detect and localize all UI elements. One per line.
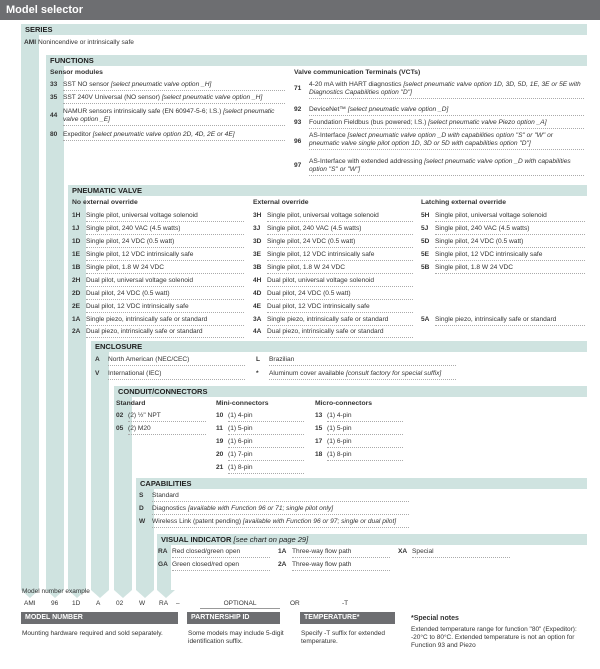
- option-desc: Dual pilot, 24 VDC (0.5 watt): [267, 290, 413, 300]
- option-row: [72, 316, 244, 326]
- option-code: 1E: [72, 251, 81, 258]
- conduit-band: CONDUIT/CONNECTORS: [114, 386, 587, 397]
- option-row: [421, 212, 585, 222]
- model-number-text: Mounting hardware required and sold separately.: [22, 630, 163, 637]
- visual-row: 1A Three-way flow path: [278, 548, 390, 558]
- micro-heading: Micro-connectors: [315, 400, 373, 407]
- option-code: 3E: [253, 251, 262, 258]
- option-desc: Single pilot, universal voltage solenoid: [435, 212, 585, 222]
- option-row: [315, 438, 403, 448]
- option-desc: Single pilot, 1.8 W 24 VDC: [267, 264, 413, 274]
- example-part: –: [176, 600, 180, 607]
- visual-row: 2A Three-way flow path: [278, 561, 390, 571]
- option-desc: (2) M20: [128, 425, 206, 435]
- option-row: [253, 277, 413, 287]
- vct-row: 92 DeviceNet™ [select pneumatic valve option _D]: [294, 106, 584, 116]
- example-part: A: [96, 600, 101, 607]
- vct-row: 93 Foundation Fieldbus (bus powered; I.S.) [select pneumatic valve Piezo option _A]: [294, 119, 584, 129]
- sensor-row: 44 NAMUR sensors intrinsically safe (EN 60947-5-6; I.S.) [select pneumatic valve option _E]: [50, 108, 285, 126]
- option-code: 4H: [253, 277, 262, 284]
- option-code: 11: [216, 425, 223, 432]
- option-desc: Dual pilot, 24 VDC (0.5 watt): [86, 290, 244, 300]
- option-row: [216, 438, 304, 448]
- option-row: [315, 425, 403, 435]
- option-row: [253, 303, 413, 313]
- option-code: 21: [216, 464, 224, 471]
- functions-band: FUNCTIONS: [46, 55, 587, 66]
- option-desc: Dual piezo, intrinsically safe or standard: [86, 328, 244, 338]
- option-code: 3A: [253, 316, 262, 323]
- option-code: 1D: [72, 238, 81, 245]
- enclosure-band: ENCLOSURE: [91, 341, 587, 352]
- special-notes-title: *Special notes: [411, 615, 459, 622]
- partnership-text: Some models may include 5-digit identification suffix.: [188, 630, 284, 645]
- option-code: 2E: [72, 303, 81, 310]
- model-number-header: MODEL NUMBER: [21, 612, 178, 624]
- enclosure-row: L Brazilian: [256, 356, 456, 366]
- option-row: [72, 303, 244, 313]
- option-desc: (1) 4-pin: [228, 412, 304, 422]
- option-row: [253, 212, 413, 222]
- example-part: OPTIONAL: [200, 600, 280, 609]
- option-row: [72, 212, 244, 222]
- option-row: [72, 264, 244, 274]
- option-row: [253, 328, 413, 338]
- enclosure-row: V International (IEC): [95, 370, 245, 380]
- option-code: 20: [216, 451, 224, 458]
- latching-override-heading: Latching external override: [421, 199, 506, 206]
- option-row: [315, 412, 403, 422]
- temperature-text: Specify -T suffix for extended temperature.: [301, 630, 385, 645]
- pneumatic-band: PNEUMATIC VALVE: [68, 185, 587, 196]
- option-desc: (1) 5-pin: [228, 425, 304, 435]
- option-code: 5H: [421, 212, 430, 219]
- option-code: 2A: [72, 328, 81, 335]
- example-part: 02: [116, 600, 124, 607]
- example-part: OR: [290, 600, 300, 607]
- external-override-heading: External override: [253, 199, 309, 206]
- option-code: 5J: [421, 225, 429, 232]
- option-row: [72, 328, 244, 338]
- enclosure-row: A North American (NEC/CEC): [95, 356, 245, 366]
- option-code: 1J: [72, 225, 80, 232]
- option-desc: (2) ½" NPT: [128, 412, 206, 422]
- option-row: [253, 316, 413, 326]
- option-code: 5E: [421, 251, 430, 258]
- example-label: Model number example: [22, 588, 90, 595]
- option-row: [421, 316, 585, 326]
- option-code: 3J: [253, 225, 261, 232]
- option-code: 2D: [72, 290, 81, 297]
- example-part: -T: [342, 600, 349, 607]
- visual-row: GA Green closed/red open: [158, 561, 270, 571]
- option-code: 19: [216, 438, 224, 445]
- option-desc: (1) 5-pin: [327, 425, 403, 435]
- option-row: [253, 251, 413, 261]
- option-code: 4A: [253, 328, 262, 335]
- capabilities-band: CAPABILITIES: [136, 478, 587, 489]
- option-desc: Single pilot, 12 VDC intrinsically safe: [267, 251, 413, 261]
- option-code: 4D: [253, 290, 262, 297]
- option-code: 3D: [253, 238, 262, 245]
- option-desc: Single pilot, 24 VDC (0.5 watt): [435, 238, 585, 248]
- option-desc: (1) 6-pin: [228, 438, 304, 448]
- option-code: 5B: [421, 264, 430, 271]
- option-desc: (1) 6-pin: [327, 438, 403, 448]
- option-row: [72, 251, 244, 261]
- option-row: [421, 251, 585, 261]
- option-row: [421, 264, 585, 274]
- option-desc: Single pilot, 24 VDC (0.5 watt): [267, 238, 413, 248]
- option-row: [216, 412, 304, 422]
- option-code: 3H: [253, 212, 262, 219]
- vct-heading: Valve communication Terminals (VCTs): [294, 69, 421, 76]
- option-code: 1H: [72, 212, 81, 219]
- partnership-header: PARTNERSHIP ID: [187, 612, 280, 624]
- series-row: AMI Nonincendive or intrinsically safe: [24, 39, 134, 46]
- option-desc: Single pilot, universal voltage solenoid: [86, 212, 244, 222]
- option-desc: Single pilot, 24 VDC (0.5 watt): [86, 238, 244, 248]
- option-code: 05: [116, 425, 124, 432]
- option-code: 10: [216, 412, 224, 419]
- example-part: AMI: [24, 600, 36, 607]
- option-desc: Single piezo, intrinsically safe or standard: [267, 316, 413, 326]
- option-desc: Single pilot, 240 VAC (4.5 watts): [435, 225, 585, 235]
- option-desc: Single pilot, 12 VDC intrinsically safe: [86, 251, 244, 261]
- option-row: [116, 425, 206, 435]
- temperature-header: TEMPERATURE*: [300, 612, 395, 624]
- option-row: [216, 464, 304, 474]
- option-desc: Dual pilot, 12 VDC intrinsically safe: [86, 303, 244, 313]
- option-desc: Dual piezo, intrinsically safe or standard: [267, 328, 413, 338]
- vct-row: 96 AS-Interface [select pneumatic valve option _D with capabilities option "S" or "W" or pneumatic valve single pilot option 1D, 3D or 5D with capabilities option "D"]: [294, 132, 584, 150]
- option-desc: (1) 4-pin: [327, 412, 403, 422]
- visual-row: XA Special: [398, 548, 510, 558]
- series-column: [21, 30, 39, 590]
- capability-row: D Diagnostics [available with Function 96 or 71; single pilot only]: [139, 505, 409, 515]
- option-row: [72, 277, 244, 287]
- option-row: [72, 290, 244, 300]
- standard-heading: Standard: [116, 400, 146, 407]
- option-code: 4E: [253, 303, 262, 310]
- option-desc: Single pilot, 240 VAC (4.5 watts): [267, 225, 413, 235]
- option-row: [253, 238, 413, 248]
- sensor-heading: Sensor modules: [50, 69, 103, 76]
- option-desc: Single pilot, 240 VAC (4.5 watts): [86, 225, 244, 235]
- mini-heading: Mini-connectors: [216, 400, 269, 407]
- option-row: [253, 290, 413, 300]
- option-row: [421, 225, 585, 235]
- example-part: 96: [51, 600, 59, 607]
- option-code: 5D: [421, 238, 430, 245]
- option-row: [421, 238, 585, 248]
- visual-row: RA Red closed/green open: [158, 548, 270, 558]
- no-override-heading: No external override: [72, 199, 138, 206]
- option-row: [116, 412, 206, 422]
- option-code: 18: [315, 451, 323, 458]
- option-code: 3B: [253, 264, 262, 271]
- option-desc: Single pilot, universal voltage solenoid: [267, 212, 413, 222]
- vct-row: 97 AS-Interface with extended addressing [select pneumatic valve option _D with capabilities option "S" or "W"]: [294, 158, 584, 176]
- enclosure-row: * Aluminum cover available [consult factory for special suffix]: [256, 370, 456, 380]
- capability-row: W Wireless Link (patent pending) [available with Function 96 or 97; single or dual pilot]: [139, 518, 409, 528]
- option-desc: Single piezo, intrinsically safe or standard: [86, 316, 244, 326]
- option-desc: Single piezo, intrinsically safe or standard: [435, 316, 585, 326]
- special-notes-text: Extended temperature range for function "80" (Expeditor): -20°C to 80°C. Extended temperature is not an option for Function 93 and Piezo: [411, 626, 577, 649]
- series-band: SERIES: [21, 24, 587, 35]
- option-code: 5A: [421, 316, 430, 323]
- option-code: 1A: [72, 316, 81, 323]
- option-desc: (1) 8-pin: [327, 451, 403, 461]
- option-desc: Dual pilot, universal voltage solenoid: [86, 277, 244, 287]
- visual-band: VISUAL INDICATOR [see chart on page 29]: [157, 534, 587, 545]
- vct-row: 71 4-20 mA with HART diagnostics [select pneumatic valve option 1D, 3D, 5D, 1E, 3E or 5E with Diagnostics Capabilities option "D"]: [294, 81, 584, 99]
- option-row: [72, 238, 244, 248]
- example-part: W: [139, 600, 146, 607]
- capability-row: S Standard: [139, 492, 409, 502]
- option-desc: (1) 7-pin: [228, 451, 304, 461]
- option-desc: Single pilot, 1.8 W 24 VDC: [86, 264, 244, 274]
- option-code: 15: [315, 425, 323, 432]
- option-desc: Dual pilot, 12 VDC intrinsically safe: [267, 303, 413, 313]
- option-code: 1B: [72, 264, 81, 271]
- option-row: [72, 225, 244, 235]
- option-desc: (1) 8-pin: [228, 464, 304, 474]
- sensor-row: 35 SST 240V Universal (NO sensor) [select pneumatic valve option _H]: [50, 94, 285, 104]
- example-part: 1D: [72, 600, 81, 607]
- option-row: [216, 451, 304, 461]
- sensor-row: 80 Expeditor [select pneumatic valve option 2D, 4D, 2E or 4E]: [50, 131, 285, 141]
- option-code: 13: [315, 412, 323, 419]
- option-desc: Single pilot, 12 VDC intrinsically safe: [435, 251, 585, 261]
- option-code: 2H: [72, 277, 81, 284]
- option-desc: Dual pilot, universal voltage solenoid: [267, 277, 413, 287]
- option-row: [315, 451, 403, 461]
- option-code: 02: [116, 412, 124, 419]
- sensor-row: 33 SST NO sensor [select pneumatic valve option _H]: [50, 81, 285, 91]
- example-part: RA: [159, 600, 169, 607]
- option-desc: Single pilot, 1.8 W 24 VDC: [435, 264, 585, 274]
- option-row: [253, 225, 413, 235]
- option-code: 17: [315, 438, 323, 445]
- page-title: Model selector: [0, 0, 600, 20]
- option-row: [216, 425, 304, 435]
- option-row: [253, 264, 413, 274]
